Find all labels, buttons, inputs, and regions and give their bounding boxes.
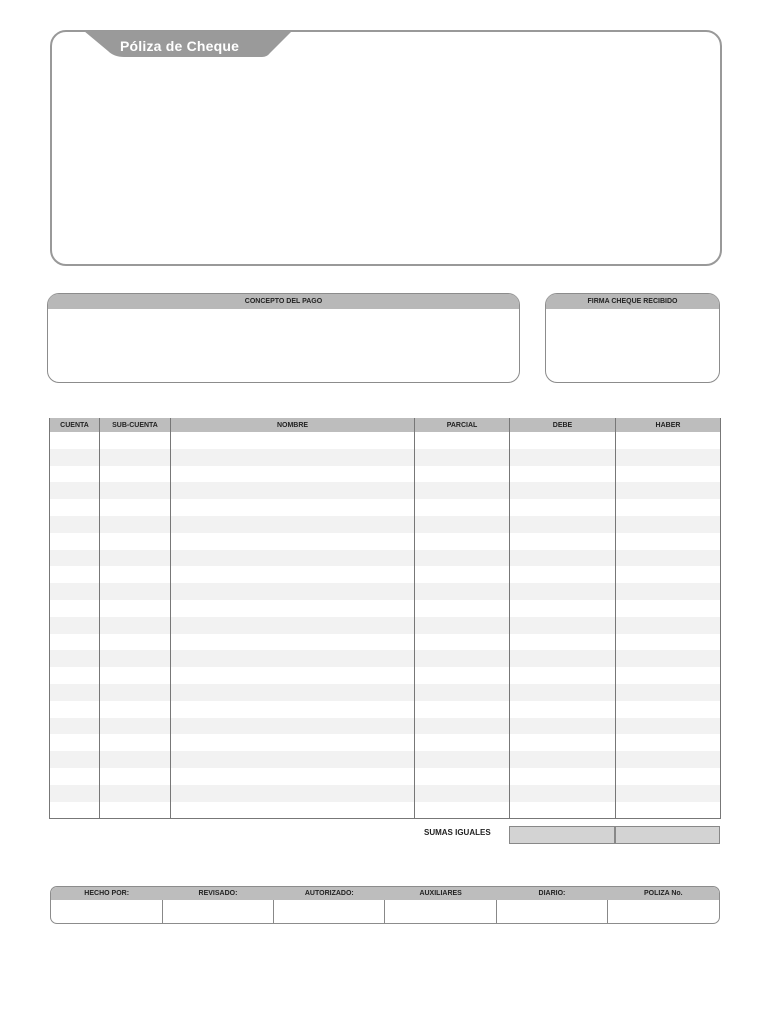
cell-sub-cuenta[interactable] (100, 617, 171, 634)
cell-parcial[interactable] (415, 600, 510, 617)
cell-cuenta[interactable] (50, 684, 100, 701)
cell-debe[interactable] (510, 802, 616, 819)
cell-sub-cuenta[interactable] (100, 600, 171, 617)
cell-parcial[interactable] (415, 802, 510, 819)
firma-cheque-recibido-box[interactable] (545, 293, 720, 383)
cell-parcial[interactable] (415, 751, 510, 768)
cell-debe[interactable] (510, 583, 616, 600)
cell-debe[interactable] (510, 634, 616, 651)
cell-sub-cuenta[interactable] (100, 499, 171, 516)
cell-sub-cuenta[interactable] (100, 768, 171, 785)
column-header-cuenta: CUENTA (50, 418, 100, 432)
cell-parcial[interactable] (415, 566, 510, 583)
cell-parcial[interactable] (415, 684, 510, 701)
cell-debe[interactable] (510, 650, 616, 667)
cell-haber[interactable] (616, 550, 721, 567)
cell-parcial[interactable] (415, 634, 510, 651)
cell-parcial[interactable] (415, 432, 510, 449)
cell-cuenta[interactable] (50, 432, 100, 449)
cell-haber[interactable] (616, 499, 721, 516)
table-row (50, 466, 721, 483)
footer-header-auxiliares: AUXILIARES (385, 887, 496, 900)
cell-nombre[interactable] (171, 751, 415, 768)
cell-nombre[interactable] (171, 768, 415, 785)
cell-nombre[interactable] (171, 634, 415, 651)
cell-nombre[interactable] (171, 566, 415, 583)
cell-sub-cuenta[interactable] (100, 667, 171, 684)
footer-header-poliza-no: POLIZA No. (608, 887, 719, 900)
concepto-del-pago-label: CONCEPTO DEL PAGO (48, 294, 519, 309)
column-header-haber: HABER (616, 418, 721, 432)
ledger-table-container (49, 418, 720, 819)
cell-cuenta[interactable] (50, 802, 100, 819)
cell-parcial[interactable] (415, 785, 510, 802)
cell-nombre[interactable] (171, 701, 415, 718)
cell-sub-cuenta[interactable] (100, 718, 171, 735)
cell-debe[interactable] (510, 617, 616, 634)
table-row (50, 516, 721, 533)
sumas-iguales-label: SUMAS IGUALES (424, 828, 491, 837)
cell-debe[interactable] (510, 718, 616, 735)
cell-nombre[interactable] (171, 734, 415, 751)
cell-cuenta[interactable] (50, 566, 100, 583)
cell-nombre[interactable] (171, 617, 415, 634)
table-row (50, 751, 721, 768)
footer-header-hecho-por: HECHO POR: (51, 887, 162, 900)
cell-debe[interactable] (510, 667, 616, 684)
cell-parcial[interactable] (415, 482, 510, 499)
cell-nombre[interactable] (171, 550, 415, 567)
cell-parcial[interactable] (415, 617, 510, 634)
cell-debe[interactable] (510, 600, 616, 617)
cell-haber[interactable] (616, 751, 721, 768)
cell-sub-cuenta[interactable] (100, 583, 171, 600)
cell-nombre[interactable] (171, 499, 415, 516)
table-row (50, 650, 721, 667)
cell-sub-cuenta[interactable] (100, 550, 171, 567)
table-row (50, 533, 721, 550)
cell-cuenta[interactable] (50, 768, 100, 785)
cell-haber[interactable] (616, 449, 721, 466)
cell-cuenta[interactable] (50, 751, 100, 768)
footer-value-row (51, 900, 719, 923)
cell-nombre[interactable] (171, 600, 415, 617)
cell-cuenta[interactable] (50, 466, 100, 483)
cell-haber[interactable] (616, 734, 721, 751)
footer-cell-revisado[interactable] (162, 900, 273, 923)
cell-nombre[interactable] (171, 785, 415, 802)
footer-cell-autorizado[interactable] (274, 900, 385, 923)
cheque-box (50, 30, 722, 266)
cell-sub-cuenta[interactable] (100, 432, 171, 449)
cell-cuenta[interactable] (50, 449, 100, 466)
cell-haber[interactable] (616, 650, 721, 667)
cell-debe[interactable] (510, 432, 616, 449)
cell-debe[interactable] (510, 516, 616, 533)
footer-header-revisado: REVISADO: (162, 887, 273, 900)
cell-parcial[interactable] (415, 650, 510, 667)
table-row (50, 449, 721, 466)
cell-parcial[interactable] (415, 701, 510, 718)
table-row (50, 734, 721, 751)
cell-haber[interactable] (616, 684, 721, 701)
cell-haber[interactable] (616, 802, 721, 819)
table-row (50, 768, 721, 785)
firma-cheque-recibido-label: FIRMA CHEQUE RECIBIDO (546, 294, 719, 309)
cell-sub-cuenta[interactable] (100, 466, 171, 483)
cell-haber[interactable] (616, 566, 721, 583)
table-row (50, 718, 721, 735)
cell-sub-cuenta[interactable] (100, 566, 171, 583)
footer-signatures-box (50, 886, 720, 924)
cell-nombre[interactable] (171, 684, 415, 701)
column-header-sub-cuenta: SUB-CUENTA (100, 418, 171, 432)
cell-cuenta[interactable] (50, 583, 100, 600)
cell-haber[interactable] (616, 432, 721, 449)
cell-sub-cuenta[interactable] (100, 785, 171, 802)
table-row (50, 802, 721, 819)
cell-parcial[interactable] (415, 499, 510, 516)
footer-table (51, 887, 719, 923)
cell-sub-cuenta[interactable] (100, 734, 171, 751)
cell-cuenta[interactable] (50, 650, 100, 667)
cell-haber[interactable] (616, 583, 721, 600)
cell-nombre[interactable] (171, 482, 415, 499)
cell-cuenta[interactable] (50, 516, 100, 533)
cell-cuenta[interactable] (50, 533, 100, 550)
cell-nombre[interactable] (171, 650, 415, 667)
cell-parcial[interactable] (415, 734, 510, 751)
title-tab (84, 31, 292, 57)
footer-cell-poliza-no[interactable] (608, 900, 719, 923)
cell-sub-cuenta[interactable] (100, 533, 171, 550)
cell-sub-cuenta[interactable] (100, 684, 171, 701)
cell-debe[interactable] (510, 734, 616, 751)
table-row (50, 566, 721, 583)
table-row (50, 499, 721, 516)
cell-debe[interactable] (510, 701, 616, 718)
cell-sub-cuenta[interactable] (100, 449, 171, 466)
table-row (50, 617, 721, 634)
cell-haber[interactable] (616, 634, 721, 651)
cell-nombre[interactable] (171, 432, 415, 449)
cell-parcial[interactable] (415, 768, 510, 785)
cell-cuenta[interactable] (50, 718, 100, 735)
cell-nombre[interactable] (171, 802, 415, 819)
cell-cuenta[interactable] (50, 499, 100, 516)
cell-nombre[interactable] (171, 533, 415, 550)
table-row (50, 482, 721, 499)
cell-parcial[interactable] (415, 533, 510, 550)
ledger-header-row (50, 418, 721, 432)
footer-header-autorizado: AUTORIZADO: (274, 887, 385, 900)
cell-debe[interactable] (510, 499, 616, 516)
footer-cell-diario[interactable] (496, 900, 607, 923)
cell-haber[interactable] (616, 516, 721, 533)
cell-cuenta[interactable] (50, 734, 100, 751)
table-row (50, 684, 721, 701)
cell-parcial[interactable] (415, 516, 510, 533)
ledger-body (50, 432, 721, 819)
cell-haber[interactable] (616, 667, 721, 684)
cell-haber[interactable] (616, 768, 721, 785)
cell-sub-cuenta[interactable] (100, 701, 171, 718)
cell-debe[interactable] (510, 751, 616, 768)
cell-debe[interactable] (510, 684, 616, 701)
cell-haber[interactable] (616, 482, 721, 499)
concepto-del-pago-box[interactable] (47, 293, 520, 383)
cell-cuenta[interactable] (50, 667, 100, 684)
cell-parcial[interactable] (415, 583, 510, 600)
cell-parcial[interactable] (415, 550, 510, 567)
sumas-debe-cell[interactable] (509, 826, 615, 844)
cell-cuenta[interactable] (50, 617, 100, 634)
column-header-parcial: PARCIAL (415, 418, 510, 432)
page-title: Póliza de Cheque (120, 38, 240, 54)
cell-cuenta[interactable] (50, 550, 100, 567)
cell-nombre[interactable] (171, 449, 415, 466)
table-row (50, 432, 721, 449)
cell-haber[interactable] (616, 718, 721, 735)
cell-sub-cuenta[interactable] (100, 650, 171, 667)
column-header-debe: DEBE (510, 418, 616, 432)
table-row (50, 701, 721, 718)
footer-header-diario: DIARIO: (496, 887, 607, 900)
cell-sub-cuenta[interactable] (100, 482, 171, 499)
cell-nombre[interactable] (171, 516, 415, 533)
cell-parcial[interactable] (415, 667, 510, 684)
footer-cell-auxiliares[interactable] (385, 900, 496, 923)
cell-nombre[interactable] (171, 583, 415, 600)
cell-parcial[interactable] (415, 718, 510, 735)
table-row (50, 634, 721, 651)
column-header-nombre: NOMBRE (171, 418, 415, 432)
cell-parcial[interactable] (415, 449, 510, 466)
cell-sub-cuenta[interactable] (100, 802, 171, 819)
cell-nombre[interactable] (171, 718, 415, 735)
cell-debe[interactable] (510, 785, 616, 802)
cell-debe[interactable] (510, 566, 616, 583)
cell-haber[interactable] (616, 533, 721, 550)
cell-debe[interactable] (510, 466, 616, 483)
cell-sub-cuenta[interactable] (100, 751, 171, 768)
cell-sub-cuenta[interactable] (100, 516, 171, 533)
table-row (50, 785, 721, 802)
cell-haber[interactable] (616, 785, 721, 802)
footer-cell-hecho-por[interactable] (51, 900, 162, 923)
cell-debe[interactable] (510, 768, 616, 785)
cell-cuenta[interactable] (50, 701, 100, 718)
cell-cuenta[interactable] (50, 785, 100, 802)
cell-debe[interactable] (510, 449, 616, 466)
ledger-table (49, 418, 721, 819)
cell-sub-cuenta[interactable] (100, 634, 171, 651)
cell-debe[interactable] (510, 550, 616, 567)
table-row (50, 600, 721, 617)
cell-haber[interactable] (616, 600, 721, 617)
cell-haber[interactable] (616, 617, 721, 634)
cell-haber[interactable] (616, 466, 721, 483)
cell-debe[interactable] (510, 482, 616, 499)
cell-nombre[interactable] (171, 667, 415, 684)
sumas-haber-cell[interactable] (615, 826, 720, 844)
cell-haber[interactable] (616, 701, 721, 718)
table-row (50, 583, 721, 600)
cell-cuenta[interactable] (50, 634, 100, 651)
cell-parcial[interactable] (415, 466, 510, 483)
footer-header-row (51, 887, 719, 900)
cell-cuenta[interactable] (50, 600, 100, 617)
cell-cuenta[interactable] (50, 482, 100, 499)
cell-debe[interactable] (510, 533, 616, 550)
table-row (50, 550, 721, 567)
cell-nombre[interactable] (171, 466, 415, 483)
table-row (50, 667, 721, 684)
